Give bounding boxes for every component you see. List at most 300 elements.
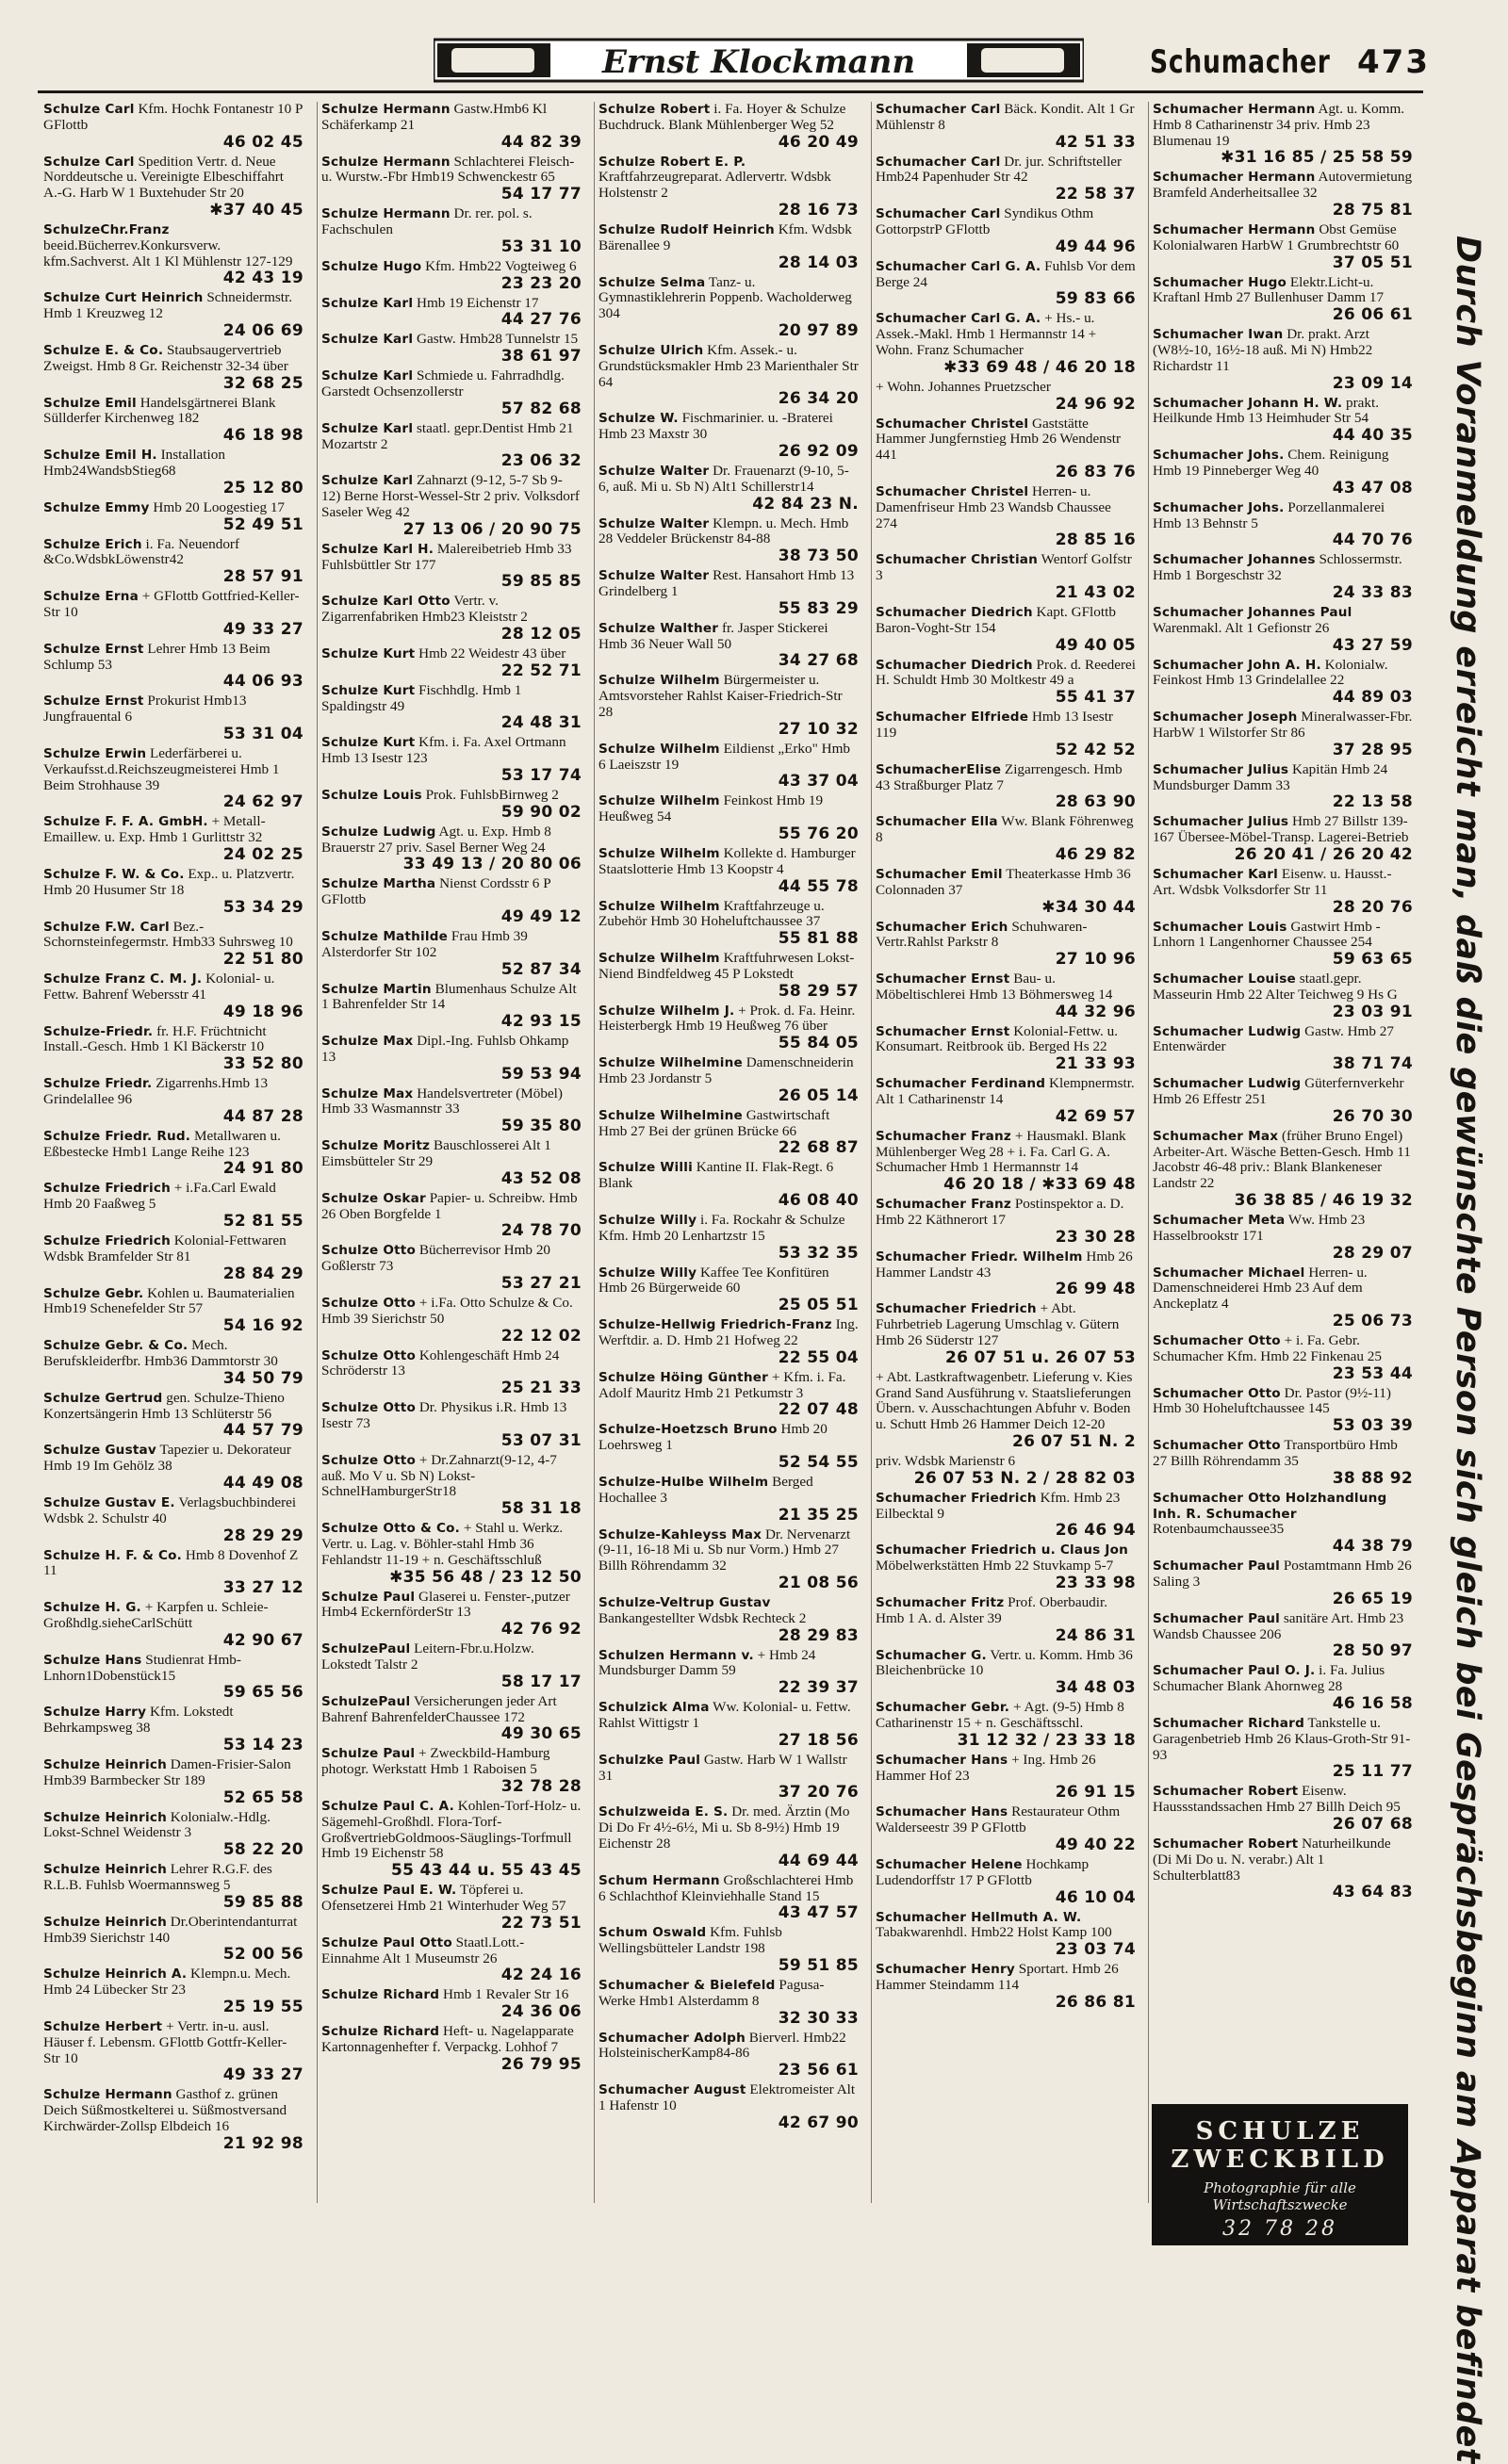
- entry-name: Schulze Max: [321, 1085, 414, 1101]
- entry-name: Schulze Friedrich: [43, 1233, 171, 1249]
- entry-phone: 28 16 73: [778, 200, 859, 220]
- entry-phone: 24 02 25: [222, 844, 303, 864]
- entry-phone: 34 50 79: [222, 1368, 303, 1388]
- entry-name: Schumacher Louis: [1153, 919, 1287, 935]
- directory-entry: [1149, 102, 1417, 167]
- entry-name: Schumacher Henry: [876, 1962, 1015, 1978]
- entry-details: + Hs.- u. Assek.-Makl. Hmb 1 Hermannstr 14 + Wohn. Franz Schumacher: [876, 310, 1097, 358]
- entry-name: Schumacher Otto: [1153, 1385, 1281, 1401]
- entry-name: Schulze Selma: [598, 274, 706, 290]
- entry-details: Syndikus Othm GottorpstrP GFlottb: [876, 205, 1094, 237]
- directory-entry: [872, 1804, 1139, 1854]
- directory-entry: [595, 2031, 862, 2081]
- directory-entry: [318, 1883, 585, 1933]
- directory-entry: [595, 1160, 862, 1210]
- entry-details: beeid.Bücherrev.Konkursverw. kfm.Sachverst. Alt 1 Kl Mühlenstr 127-129: [43, 237, 293, 269]
- entry-name: Schulze Kurt: [321, 735, 416, 751]
- entry-name: Schulze Karl: [321, 473, 414, 489]
- directory-entry: [1149, 1836, 1417, 1901]
- directory-entry: [40, 1233, 307, 1283]
- entry-phone: 27 10 96: [1055, 950, 1136, 970]
- entry-phone: 31 12 32 / 23 33 18: [957, 1730, 1136, 1750]
- directory-entry: [1149, 448, 1417, 498]
- entry-name: Schumacher Ludwig: [1153, 1023, 1302, 1039]
- entry-phone: 22 68 87: [778, 1138, 859, 1158]
- entry-phone: 42 67 90: [778, 2113, 859, 2132]
- directory-entry: [595, 1804, 862, 1869]
- entry-name: Schulze H. F. & Co.: [43, 1547, 183, 1563]
- entry-phone: 26 79 95: [500, 2054, 582, 2074]
- entry-phone: 55 41 37: [1055, 688, 1136, 708]
- entry-details: Bankangestellter Wdsbk Rechteck 2: [598, 1609, 807, 1626]
- entry-details: Frau Hmb 39 Alsterdorfer Str 102: [321, 927, 528, 960]
- ad-title: SCHULZE: [1195, 2117, 1365, 2146]
- entry-name: Schulze F. F. A. GmbH.: [43, 814, 208, 830]
- entry-phone: 22 07 48: [778, 1400, 859, 1420]
- directory-entry: [1149, 1129, 1417, 1210]
- entry-details: Agt. u. Komm. Hmb 8 Catharinenstr 34 priv. Hmb 23 Blumenau 19: [1153, 102, 1405, 149]
- directory-entry: [40, 1024, 307, 1074]
- entry-details: Handelsvertreter (Möbel) Hmb 33 Wasmannstr 33: [321, 1085, 563, 1118]
- entry-name: Schumacher Johannes: [1153, 552, 1316, 568]
- entry-name: Schumacher Robert: [1153, 1784, 1299, 1800]
- entry-name: Schulze Emmy: [43, 499, 150, 515]
- entry-phone: 27 18 56: [778, 1730, 859, 1750]
- entry-phone: 26 99 48: [1055, 1280, 1136, 1299]
- entry-phone: 23 23 20: [500, 273, 582, 293]
- entry-name: Schumacher Iwan: [1153, 327, 1284, 343]
- entry-phone: 28 14 03: [778, 253, 859, 272]
- directory-entry: [1149, 396, 1417, 446]
- entry-details: Fischmarinier. u. -Braterei Hmb 23 Maxstr 30: [598, 410, 833, 443]
- entry-name: Schulze Oskar: [321, 1190, 426, 1206]
- entry-details: + Abt. Fuhrbetrieb Lagerung Umschlag v. Gütern Hmb 26 Süderstr 127: [876, 1300, 1120, 1349]
- entry-details: Gaststätte Hammer Jungfernstieg Hmb 26 Wendenstr 441: [876, 415, 1122, 464]
- entry-phone: 22 12 02: [500, 1326, 582, 1346]
- entry-phone: 54 16 92: [222, 1316, 303, 1336]
- entry-phone: 43 64 83: [1332, 1883, 1413, 1902]
- entry-name: Schulze Walter: [598, 515, 710, 531]
- entry-details: prakt. Heilkunde Hmb 13 Heimhuder Str 54: [1153, 394, 1380, 427]
- entry-name: Schulze Wilhelm: [598, 951, 720, 967]
- entry-name: Schulze Karl Otto: [321, 594, 451, 610]
- entry-phone: 23 30 28: [1055, 1227, 1136, 1247]
- entry-phone: 22 39 37: [778, 1678, 859, 1698]
- entry-details: Kfm. Wdsbk Bärenallee 9: [598, 220, 852, 253]
- entry-details: Bez.-Schornsteinfegermstr. Hmb33 Suhrsweg 10: [43, 918, 293, 951]
- entry-phone: 33 49 13 / 20 80 06: [402, 855, 582, 874]
- entry-details: Schlachterei Fleisch- u. Wurstw.-Fbr Hmb19 Schwenckestr 65: [321, 153, 575, 186]
- directory-entry: [40, 1600, 307, 1650]
- directory-entry: [1149, 971, 1417, 1021]
- entry-details: i. Fa. Julius Schumacher Blank Ahornweg 28: [1153, 1662, 1385, 1695]
- entry-name: Schulzweida E. S.: [598, 1804, 729, 1820]
- directory-entry: [595, 275, 862, 340]
- entry-name: Schumacher Ludwig: [1153, 1076, 1302, 1092]
- entry-phone: 25 19 55: [222, 1997, 303, 2016]
- entry-details: Herren- u. Damenschneiderei Hmb 23 Auf dem Anckeplatz 4: [1153, 1264, 1368, 1313]
- entry-phone: 57 82 68: [500, 399, 582, 418]
- directory-entry: [872, 1491, 1139, 1541]
- entry-phone: 44 55 78: [778, 876, 859, 896]
- directory-entry: [318, 2024, 585, 2074]
- entry-name: SchulzeChr.Franz: [43, 221, 170, 237]
- directory-entry: [1149, 1076, 1417, 1126]
- entry-details: Installation Hmb24WandsbStieg68: [43, 447, 225, 479]
- entry-details: Dr. Frauenarzt (9-10, 5-6, auß. Mi u. Sb N) Alt1 Schillerstr14: [598, 462, 849, 495]
- entry-phone: 42 90 67: [222, 1630, 303, 1650]
- entry-name: Schulze Mathilde: [321, 928, 449, 944]
- entry-details: sanitäre Art. Hmb 23 Wandsb Chaussee 206: [1153, 1609, 1404, 1642]
- directory-entry: [40, 746, 307, 811]
- entry-name: Schulze Wilhelm: [598, 793, 720, 809]
- entry-details: Tabakwarenhdl. Hmb22 Holst Kamp 100: [876, 1924, 1112, 1941]
- entry-name: Schulze Otto: [321, 1243, 417, 1259]
- entry-phone: 46 29 82: [1055, 844, 1136, 864]
- directory-entry: [318, 1799, 585, 1880]
- entry-phone: 28 57 91: [222, 567, 303, 587]
- entry-name: Schulze Carl: [43, 154, 135, 170]
- entry-name: Schulze Hugo: [321, 258, 422, 274]
- entry-phone: 44 06 93: [222, 672, 303, 692]
- entry-details: Kohlen-Torf-Holz- u. Sägemehl-Großhdl. Flora-Torf-GroßvertriebGoldmoos-Säuglings-Torfmull Hmb 19 Eichenstr 58: [321, 1798, 582, 1862]
- directory-entry: [1149, 1024, 1417, 1074]
- entry-phone: 46 08 40: [778, 1191, 859, 1211]
- entry-name: Schulze Wilhelm: [598, 673, 720, 689]
- entry-details: Theaterkasse Hmb 36 Colonnaden 37: [876, 865, 1131, 898]
- directory-entry: [595, 1055, 862, 1105]
- directory-entry: [318, 735, 585, 785]
- entry-details: Gastw. Hmb 27 Entenwärder: [1153, 1022, 1394, 1055]
- directory-entry: [872, 1857, 1139, 1907]
- ad-tagline: Photographie für alle: [1204, 2179, 1356, 2196]
- directory-entry: [1149, 1213, 1417, 1263]
- entry-details: Kraftfuhrwesen Lokst-Niend Bindfeldweg 45 P Lokstedt: [598, 950, 855, 982]
- entry-phone: 20 97 89: [778, 320, 859, 340]
- entry-details: Kraftfahrzeuge u. Zubehör Hmb 30 Hoheluftchaussee 37: [598, 897, 825, 930]
- entry-details: Elektr.Licht-u. Kraftanl Hmb 27 Bullenhuser Damm 17: [1153, 273, 1385, 306]
- entry-details: Vertr. v. Zigarrenfabriken Hmb23 Kleiststr 2: [321, 593, 528, 626]
- entry-name: Schumacher Paul: [1153, 1558, 1281, 1575]
- directory-entry: [872, 1962, 1139, 2012]
- entry-details: Dr. Pastor (9½-11) Hmb 30 Hoheluftchaussee 145: [1153, 1384, 1391, 1417]
- entry-phone: 44 40 35: [1332, 426, 1413, 446]
- directory-entry: [318, 332, 585, 366]
- ad-tagline-2: Wirtschaftszwecke: [1212, 2196, 1348, 2213]
- entry-details: Vertr. u. Komm. Hmb 36 Bleichenbrücke 10: [876, 1646, 1133, 1679]
- entry-details: Hmb 8 Dovenhof Z 11: [43, 1546, 299, 1579]
- entry-details: Kapitän Hmb 24 Mundsburger Damm 33: [1153, 760, 1388, 793]
- directory-entry: [595, 411, 862, 461]
- entry-details: Bau- u. Möbeltischlerei Hmb 13 Böhmersweg 14: [876, 971, 1113, 1003]
- entry-phone: 21 33 93: [1055, 1054, 1136, 1074]
- entry-name: Schulze Friedr. Rud.: [43, 1128, 191, 1144]
- directory-entry: [1149, 762, 1417, 812]
- entry-phone: 22 55 04: [778, 1347, 859, 1367]
- entry-details: + Wohn. Johannes Pruetzscher: [876, 378, 1051, 395]
- entry-phone: 42 51 33: [1055, 132, 1136, 152]
- entry-phone: 44 87 28: [222, 1106, 303, 1126]
- entry-phone: 28 12 05: [500, 624, 582, 644]
- entry-details: Kolonial-Fettw. u. Konsumart. Reitbrook üb. Berged Hs 22: [876, 1022, 1118, 1055]
- entry-phone: 58 22 20: [222, 1840, 303, 1860]
- entry-phone: 53 32 35: [778, 1243, 859, 1263]
- entry-details: Prok. FuhlsbBirnweg 2: [425, 786, 559, 803]
- entry-phone: 21 92 98: [222, 2133, 303, 2153]
- entry-details: Schlossermstr. Hmb 1 Borgeschstr 32: [1153, 551, 1402, 584]
- directory-entry: [872, 1700, 1139, 1750]
- entry-name: Schulze F. W. & Co.: [43, 866, 185, 882]
- entry-details: Gastw. Harb W 1 Wallstr 31: [598, 1751, 847, 1784]
- entry-name: Schulze Paul: [321, 1589, 416, 1605]
- directory-entry: [318, 1694, 585, 1744]
- entry-phone: 52 42 52: [1055, 740, 1136, 759]
- directory-entry: [318, 788, 585, 822]
- entry-details: Bürgermeister u. Amtsvorsteher Rahlst Kaiser-Friedrich-Str 28: [598, 672, 843, 720]
- directory-entry: [40, 971, 307, 1021]
- directory-entry: [595, 1925, 862, 1975]
- entry-name: Schulze Willy: [598, 1265, 697, 1281]
- entry-details: Kolonialw. Feinkost Hmb 13 Grindelallee 22: [1153, 656, 1388, 689]
- entry-phone: 33 27 12: [222, 1578, 303, 1598]
- directory-entry: [318, 259, 585, 293]
- entry-name: Schumacher Louise: [1153, 971, 1296, 987]
- directory-entry: [318, 1453, 585, 1518]
- entry-name: Schumacher Carl: [876, 206, 1001, 222]
- entry-phone: 59 85 88: [222, 1892, 303, 1912]
- directory-entry: [872, 971, 1139, 1021]
- entry-details: Kfm. Hochk Fontanestr 10 P GFlottb: [43, 102, 303, 133]
- directory-entry: [318, 646, 585, 680]
- directory-entry: [318, 421, 585, 471]
- directory-entry: [595, 1527, 862, 1592]
- directory-entry: [595, 1317, 862, 1367]
- entry-name: Schulze Paul C. A.: [321, 1799, 454, 1814]
- column-4: [871, 102, 1139, 2203]
- entry-details: Gastwirtschaft Hmb 27 Bei der grünen Brücke 66: [598, 1106, 830, 1139]
- entry-name: Schulze Gustav E.: [43, 1495, 175, 1511]
- entry-details: staatl.gepr. Masseurin Hmb 22 Alter Teichweg 9 Hs G: [1153, 971, 1398, 1003]
- entry-phone: 26 05 14: [778, 1085, 859, 1105]
- entry-name: Schulze H. G.: [43, 1600, 141, 1616]
- entry-details: fr. Jasper Stickerei Hmb 36 Neuer Wall 50: [598, 619, 828, 652]
- directory-entry: [872, 1076, 1139, 1126]
- entry-details: Hmb 1 Revaler Str 16: [443, 1986, 569, 2003]
- entry-name: Schulze Otto: [321, 1452, 417, 1468]
- directory-entry: [872, 1024, 1139, 1074]
- directory-entry: [595, 222, 862, 272]
- directory-entry: [1149, 814, 1417, 864]
- directory-entry: [318, 1641, 585, 1691]
- entry-name: SchulzePaul: [321, 1693, 411, 1709]
- entry-phone: 59 83 66: [1055, 289, 1136, 309]
- entry-phone: 23 33 98: [1055, 1574, 1136, 1593]
- entry-phone: 44 38 79: [1332, 1537, 1413, 1557]
- entry-details: Mech. Berufskleiderfbr. Hmb36 Dammtorstr 30: [43, 1337, 278, 1370]
- entry-name: SchulzePaul: [321, 1641, 411, 1657]
- entry-details: Töpferei u. Ofensetzerei Hmb 21 Winterhuder Weg 57: [321, 1882, 566, 1914]
- entry-details: Zigarrenhs.Hmb 13 Grindelallee 96: [43, 1075, 269, 1108]
- entry-details: gen. Schulze-Thieno Konzertsängerin Hmb 13 Schlüterstr 56: [43, 1389, 285, 1422]
- directory-entry: [1149, 1558, 1417, 1608]
- page-header: [38, 26, 1430, 94]
- entry-name: Schumacher Johann H. W.: [1153, 395, 1343, 411]
- entry-details: + i.Fa.Carl Ewald Hmb 20 Faaßweg 5: [43, 1180, 276, 1213]
- entry-name: Schumacher Ernst: [876, 971, 1010, 987]
- entry-phone: 49 40 05: [1055, 635, 1136, 655]
- entry-details: Wentorf Golfstr 3: [876, 551, 1132, 584]
- entry-phone: 52 49 51: [222, 514, 303, 534]
- entry-phone: 26 06 61: [1332, 305, 1413, 325]
- entry-details: Postamtmann Hmb 26 Saling 3: [1153, 1558, 1412, 1591]
- entry-name: Schulze Karl: [321, 332, 414, 348]
- entry-phone: 59 51 85: [778, 1955, 859, 1975]
- directory-entry: [595, 951, 862, 1001]
- entry-details: Transportbüro Hmb 27 Billh Röhrendamm 35: [1153, 1437, 1398, 1470]
- entry-phone: 52 00 56: [222, 1945, 303, 1965]
- entry-name: Schulze Gertrud: [43, 1390, 163, 1406]
- entry-name: Schumacher John A. H.: [1153, 657, 1321, 673]
- directory-entry: [872, 102, 1139, 152]
- directory-entry: [318, 876, 585, 926]
- entry-details: Exp.. u. Platzvertr. Hmb 20 Husumer Str 18: [43, 865, 295, 898]
- directory-entry: [40, 1391, 307, 1441]
- directory-entry: [595, 673, 862, 738]
- entry-details: Kfm. Hmb 23 Eilbecktal 9: [876, 1489, 1121, 1522]
- entry-details: i. Fa. Rockahr & Schulze Kfm. Hmb 20 Lenhartzstr 15: [598, 1212, 845, 1244]
- entry-phone: 27 13 06 / 20 90 75: [402, 519, 582, 539]
- entry-details: Versicherungen jeder Art Bahrenf BahrenfelderChaussee 172: [321, 1692, 557, 1725]
- entry-name: Schulze-Friedr.: [43, 1023, 154, 1039]
- entry-details: Blumenhaus Schulze Alt 1 Bahrenfelder Str 14: [321, 980, 577, 1013]
- entry-details: Gasthof z. grünen Deich Süßmostkelterei u. Süßmostversand Kirchwärder-Zollsp Elbdeich 16: [43, 2086, 287, 2134]
- entry-phone: 21 35 25: [778, 1505, 859, 1525]
- entry-phone: 23 06 32: [500, 451, 582, 471]
- entry-phone: 58 29 57: [778, 981, 859, 1001]
- directory-entry: [872, 484, 1139, 549]
- directory-entry: [872, 1595, 1139, 1645]
- entry-name: Schulze Walter: [598, 568, 710, 584]
- entry-details: Klempn.u. Mech. Hmb 24 Lübecker Str 23: [43, 1966, 291, 1999]
- entry-name: Schulze Gebr.: [43, 1285, 144, 1301]
- entry-name: Schumacher Christel: [876, 483, 1029, 499]
- entry-details: Schneidermstr. Hmb 1 Kreuzweg 12: [43, 289, 293, 322]
- entry-details: Porzellanmalerei Hmb 13 Behnstr 5: [1153, 498, 1385, 531]
- entry-details: Zigarrengesch. Hmb 43 Straßburger Platz 7: [876, 760, 1123, 793]
- entry-details: Hmb 27 Billstr 139-167 Übersee-Möbel-Transp. Lagerei-Betrieb: [1153, 813, 1409, 846]
- directory-entry: [40, 642, 307, 692]
- entry-details: Rotenbaumchaussee35: [1153, 1521, 1285, 1538]
- entry-name: Schumacher Friedr. Wilhelm: [876, 1248, 1083, 1265]
- entry-phone: 24 78 70: [500, 1221, 582, 1241]
- entry-phone: 49 33 27: [222, 619, 303, 639]
- entry-name: Schumacher Meta: [1153, 1213, 1286, 1229]
- directory-entry: [40, 1966, 307, 2016]
- directory-entry: [872, 1197, 1139, 1247]
- entry-name: Schulze Richard: [321, 1987, 440, 2003]
- entry-details: + Prok. d. Fa. Heinr. Heisterbergk Hmb 19 Heußweg 76 über: [598, 1002, 856, 1035]
- entry-phone: 22 52 71: [500, 661, 582, 680]
- directory-entry: [1149, 1611, 1417, 1661]
- entry-details: Dr. jur. Schriftsteller Hmb24 Papenhuder Str 42: [876, 153, 1123, 186]
- directory-entry: [318, 1590, 585, 1640]
- entry-phone: 26 83 76: [1055, 462, 1136, 481]
- entry-name: Schumacher Carl G. A.: [876, 311, 1041, 327]
- entry-name: Schulze Curt Heinrich: [43, 290, 204, 306]
- entry-name: Schulze Walter: [598, 463, 710, 479]
- entry-details: + Dr.Zahnarzt(9-12, 4-7 auß. Mo V u. Sb N) Lokst-SchnelHamburgerStr18: [321, 1451, 557, 1500]
- entry-details: Glaserei u. Fenster-,putzer Hmb4 EckernförderStr 13: [321, 1588, 570, 1621]
- entry-details: Lehrer Hmb 13 Beim Schlump 53: [43, 640, 270, 673]
- entry-details: Restaurateur Othm Walderseestr 39 P GFlottb: [876, 1803, 1121, 1836]
- entry-name: Schulze Otto & Co.: [321, 1521, 461, 1537]
- entry-name: Schumacher Hermann: [1153, 102, 1316, 117]
- directory-entry: [318, 102, 585, 152]
- directory-entry: [872, 1753, 1139, 1803]
- entry-name: Schulze Wilhelmine: [598, 1107, 743, 1123]
- entry-phone: 24 91 80: [222, 1159, 303, 1179]
- directory-entry: [40, 1915, 307, 1965]
- entry-details: Lehrer R.G.F. des R.L.B. Fuhlsb Woermannsweg 5: [43, 1861, 272, 1893]
- entry-phone: 42 93 15: [500, 1012, 582, 1032]
- entry-name: Schulze Friedr.: [43, 1076, 153, 1092]
- entry-details: Pagusa-Werke Hmb1 Alsterdamm 8: [598, 1976, 825, 2009]
- entry-name: Schulze F.W. Carl: [43, 919, 170, 935]
- entry-name: Schumacher Carl: [876, 154, 1001, 170]
- directory-entry: [595, 1422, 862, 1472]
- entry-details: Malereibetrieb Hmb 33 Fuhlsbüttler Str 177: [321, 540, 572, 573]
- entry-name: Schumacher Hans: [876, 1752, 1008, 1768]
- directory-entry: [872, 206, 1139, 256]
- entry-name: Schumacher Joseph: [1153, 710, 1298, 726]
- entry-details: Bücherrevisor Hmb 20 Goßlerstr 73: [321, 1242, 551, 1275]
- directory-entry: [595, 742, 862, 791]
- entry-name: Schulze Wilhelm J.: [598, 1003, 735, 1019]
- entry-phone: 23 53 44: [1332, 1363, 1413, 1383]
- entry-name: SchumacherElise: [876, 761, 1002, 777]
- entry-phone: 44 57 79: [222, 1421, 303, 1441]
- entry-phone: 28 20 76: [1332, 897, 1413, 917]
- entry-details: Tapezier u. Dekorateur Hmb 19 Im Gehölz 38: [43, 1442, 291, 1475]
- entry-details: + Abt. Lastkraftwagenbetr. Lieferung v. Kies Grand Sand Ausführung v. Staatslieferungen Übern. v. Ausschachtungen Abfuhr v. Boden u. Schutt Hmb 26 Hammer Deich 12-20: [876, 1368, 1133, 1433]
- entry-phone: 52 65 58: [222, 1787, 303, 1807]
- entry-details: Warenmakl. Alt 1 Gefionstr 26: [1153, 619, 1330, 636]
- publisher-logo: [434, 32, 1084, 89]
- entry-name: Schulze Otto: [321, 1296, 417, 1312]
- directory-entry: [872, 1542, 1139, 1592]
- entry-name: Schulze Heinrich A.: [43, 1966, 188, 1983]
- entry-name: Schulze Wilhelm: [598, 845, 720, 861]
- directory-entry: [40, 1495, 307, 1545]
- entry-name: Schulze Rudolf Heinrich: [598, 221, 775, 237]
- entry-details: Staatl.Lott.-Einnahme Alt 1 Museumstr 26: [321, 1934, 525, 1966]
- entry-name: Schulze Carl: [43, 102, 135, 117]
- directory-entry: [595, 1475, 862, 1525]
- entry-phone: 44 69 44: [778, 1851, 859, 1870]
- directory-entry: [40, 1757, 307, 1807]
- entry-details: Kaffee Tee Konfitüren Hmb 26 Bürgerweide 60: [598, 1264, 829, 1297]
- directory-entry: [1149, 327, 1417, 392]
- entry-details: Verlagsbuchbinderei Wdsbk 2. Schulstr 40: [43, 1494, 297, 1526]
- entry-name: Schulze Willy: [598, 1213, 697, 1229]
- entry-phone: 23 09 14: [1332, 373, 1413, 393]
- entry-phone: 53 14 23: [222, 1736, 303, 1754]
- directory-entry: [1149, 1438, 1417, 1488]
- entry-name: Schulze Willi: [598, 1160, 693, 1176]
- entry-details: Leitern-Fbr.u.Holzw. Lokstedt Talstr 2: [321, 1640, 534, 1673]
- entry-phone: 32 30 33: [778, 2008, 859, 2028]
- directory-entry: [872, 380, 1139, 414]
